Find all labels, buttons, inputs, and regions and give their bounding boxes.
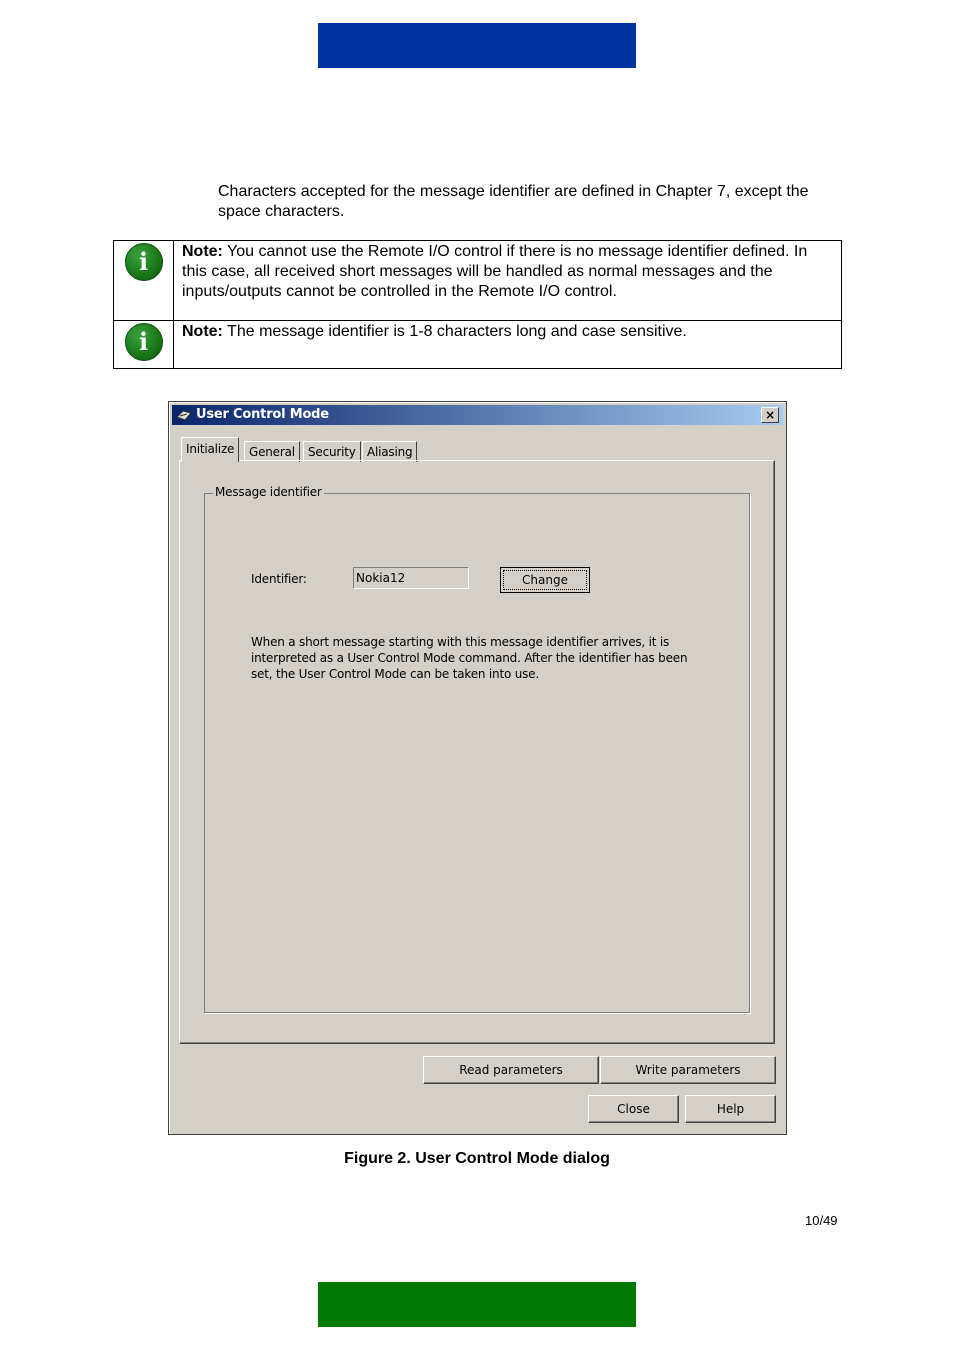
info-icon: i <box>125 243 163 281</box>
note-text: Note: The message identifier is 1-8 characters long and case sensitive. <box>174 321 842 369</box>
header-color-bar <box>318 23 636 68</box>
message-identifier-group <box>204 485 750 1013</box>
note-row <box>114 321 842 369</box>
app-icon <box>176 408 192 422</box>
page-number: 10/49 <box>805 1213 838 1228</box>
write-parameters-button[interactable]: Write parameters <box>600 1056 776 1084</box>
figure-caption: Figure 2. User Control Mode dialog <box>344 1150 610 1167</box>
close-icon[interactable]: × <box>761 407 779 423</box>
dialog-titlebar[interactable] <box>172 405 783 425</box>
change-button[interactable]: Change <box>500 567 590 593</box>
identifier-input[interactable] <box>353 567 469 589</box>
identifier-label: Identifier: <box>251 572 307 586</box>
dialog-title: User Control Mode <box>196 407 329 422</box>
user-control-mode-dialog <box>168 401 787 1135</box>
intro-paragraph: Characters accepted for the message identifier are defined in Chapter 7, except the space characters. <box>218 183 809 220</box>
group-legend: Message identifier <box>215 485 322 499</box>
info-icon: i <box>125 323 163 361</box>
note-text: Note: You cannot use the Remote I/O control if there is no message identifier defined. In this case, all received short messages will be handled as normal messages and the inputs/outputs cannot be controlled in the Remote I/O control. <box>174 241 842 321</box>
tab-panel-initialize <box>179 460 775 1044</box>
notes-table <box>113 240 842 369</box>
note-row <box>114 241 842 321</box>
tab-initialize[interactable]: Initialize <box>181 437 239 462</box>
identifier-description: When a short message starting with this message identifier arrives, it is interpreted as a User Control Mode command. After the identifier has been set, the User Control Mode can be taken into use. <box>251 635 688 681</box>
footer-color-bar <box>318 1282 636 1327</box>
tab-security[interactable]: Security <box>303 441 361 462</box>
tab-aliasing[interactable]: Aliasing <box>362 441 417 462</box>
close-button[interactable]: Close <box>588 1095 679 1123</box>
help-button[interactable]: Help <box>685 1095 776 1123</box>
read-parameters-button[interactable]: Read parameters <box>423 1056 599 1084</box>
tab-general[interactable]: General <box>244 441 300 462</box>
